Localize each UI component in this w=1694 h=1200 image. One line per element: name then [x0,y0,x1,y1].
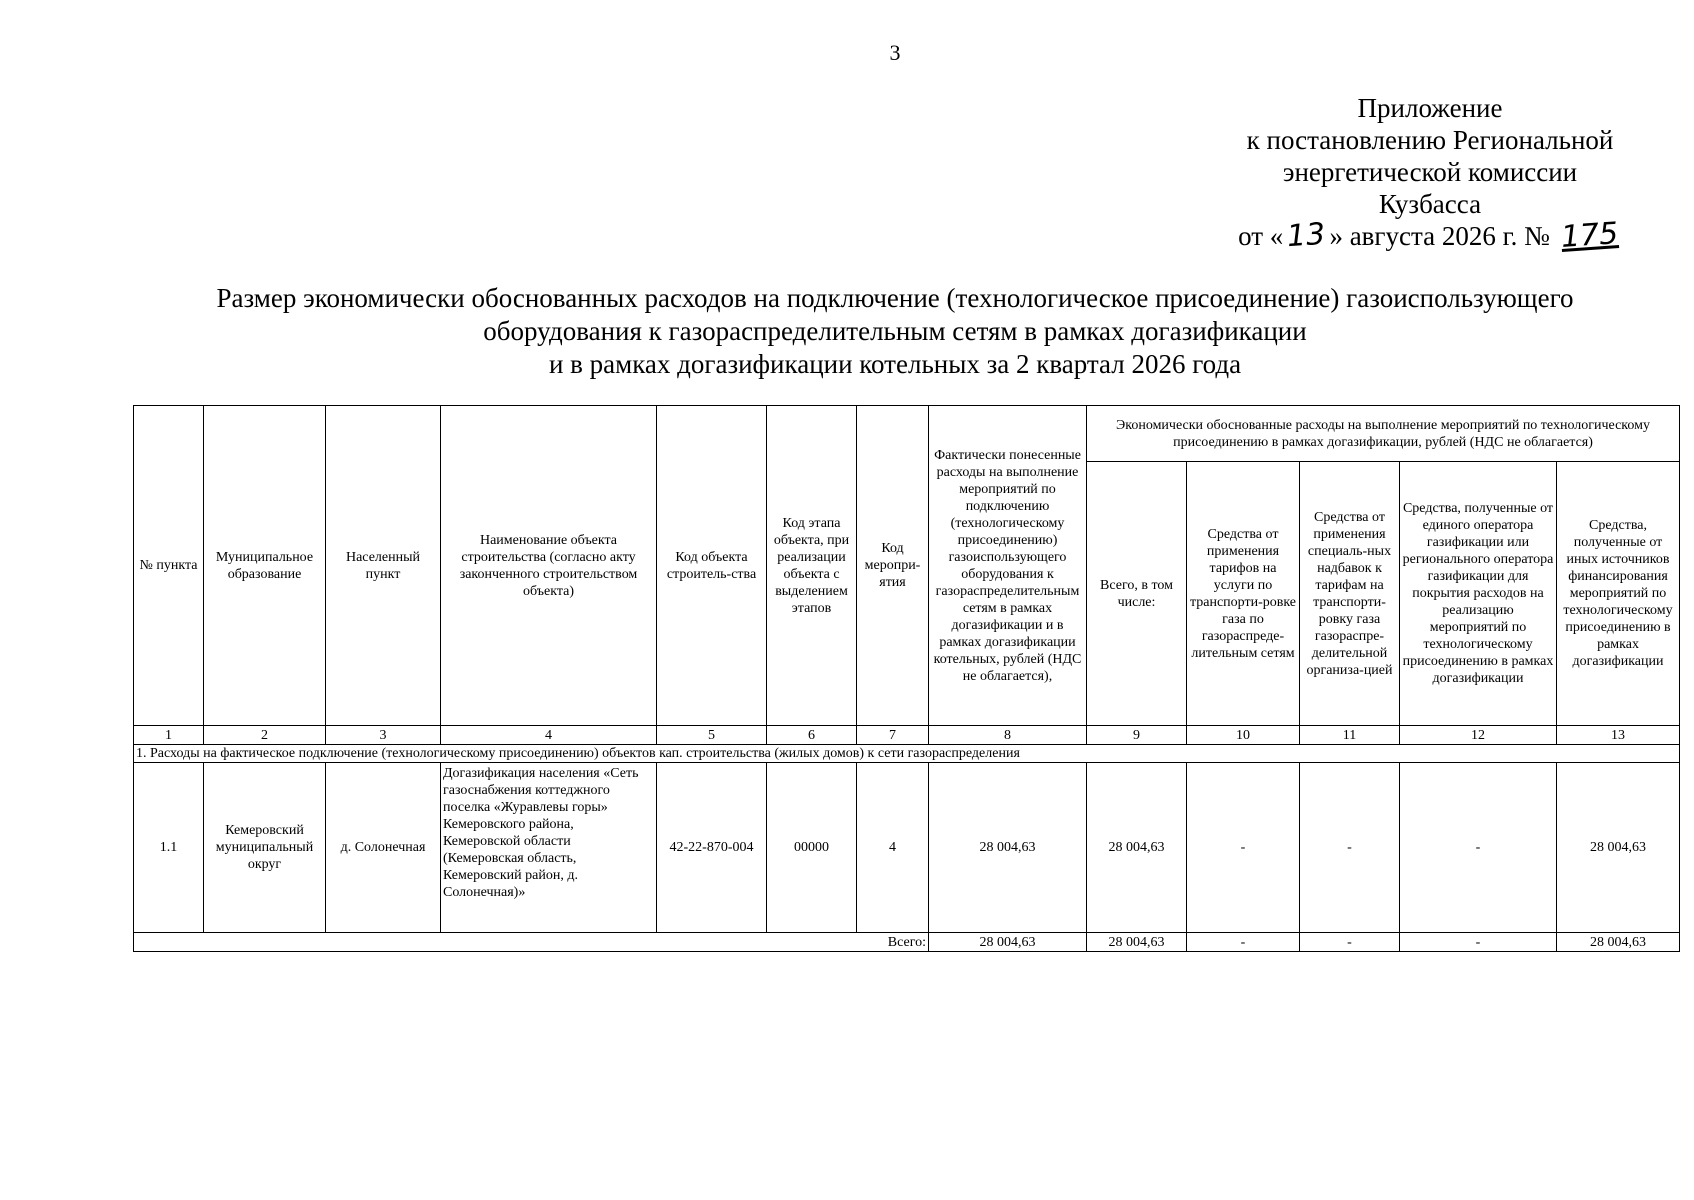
col-number: 9 [1087,726,1187,745]
header-c12: Средства, полученные от единого оператора газификации или регионального оператора газификации для покрытия расходов на реализацию мероприятий по технологическому присоединению в рамках догазификации [1400,462,1557,726]
row-municipality: Кемеровский муниципальный округ [204,763,326,933]
appendix-line-2: к постановлению Региональной [1246,125,1614,155]
totals-operator: - [1400,933,1557,952]
totals-actual-costs: 28 004,63 [929,933,1087,952]
header-c3: Населенный пункт [326,406,441,726]
header-c11: Средства от применения специаль-ных надбавок к тарифам на транспорти-ровку газа газораспре-делительной организа-цией [1300,462,1400,726]
col-number: 3 [326,726,441,745]
totals-total: 28 004,63 [1087,933,1187,952]
col-number: 1 [134,726,204,745]
totals-row [134,933,1680,952]
date-middle: » августа 2026 г. № [1329,221,1550,251]
header-c8: Фактически понесенные расходы на выполнение мероприятий по подключению (технологическому присоединению) газоиспользующего оборудования к газораспределительным сетям в рамках догазификации и в рамках догазификации котельных, рублей (НДС не облагается), [929,406,1087,726]
appendix-date-line [1180,216,1680,255]
appendix-line-3: энергетической комиссии [1282,157,1578,187]
header-c2: Муниципальное образование [204,406,326,726]
header-row-1 [134,406,1680,462]
col-number: 13 [1557,726,1680,745]
handwritten-doc-number: 175 [1559,216,1620,255]
row-object-name: Догазификация населения «Сеть газоснабжения коттеджного поселка «Журавлевы горы» Кемеровского района, Кемеровской области (Кемеровская область, Кемеровский район, д. Солонечная)» [441,763,657,933]
date-prefix: от « [1238,221,1284,251]
title-line-2: оборудования к газораспределительным сетям в рамках догазификации [483,316,1307,346]
col-number: 4 [441,726,657,745]
header-c1: № пункта [134,406,204,726]
row-operator: - [1400,763,1557,933]
col-number: 7 [857,726,929,745]
row-measure-code: 4 [857,763,929,933]
column-numbers-row [134,726,1680,745]
costs-table [133,405,1680,952]
title-line-3: и в рамках догазификации котельных за 2 квартал 2026 года [548,349,1242,379]
col-number: 11 [1300,726,1400,745]
appendix-block [1180,92,1680,255]
row-surcharges: - [1300,763,1400,933]
header-c6: Код этапа объекта, при реализации объекта с выделением этапов [767,406,857,726]
totals-surcharges: - [1300,933,1400,952]
totals-label: Всего: [134,933,929,952]
row-stage-code: 00000 [767,763,857,933]
header-c5: Код объекта строитель-ства [657,406,767,726]
header-c13: Средства, полученные от иных источников финансирования мероприятий по технологическому присоединению в рамках догазификации [1557,462,1680,726]
handwritten-day: 13 [1286,216,1327,255]
header-c4: Наименование объекта строительства (согласно акту законченного строительством объекта) [441,406,657,726]
table-row [134,763,1680,933]
header-c9: Всего, в том числе: [1087,462,1187,726]
header-c10: Средства от применения тарифов на услуги по транспорти-ровке газа по газораспреде-лительным сетям [1187,462,1300,726]
appendix-line-4: Кузбасса [1378,189,1482,219]
section-title: 1. Расходы на фактическое подключение (технологическому присоединению) объектов кап. строительства (жилых домов) к сети газораспределения [134,745,1680,763]
row-object-code: 42-22-870-004 [657,763,767,933]
col-number: 8 [929,726,1087,745]
document-title [150,282,1640,381]
section-row [134,745,1680,763]
row-actual-costs: 28 004,63 [929,763,1087,933]
col-number: 5 [657,726,767,745]
row-num: 1.1 [134,763,204,933]
row-total: 28 004,63 [1087,763,1187,933]
header-group: Экономически обоснованные расходы на выполнение мероприятий по технологическому присоединению в рамках догазификации, рублей (НДС не облагается) [1087,406,1680,462]
col-number: 10 [1187,726,1300,745]
row-settlement: д. Солонечная [326,763,441,933]
totals-other: 28 004,63 [1557,933,1680,952]
row-tariffs: - [1187,763,1300,933]
appendix-line-1: Приложение [1357,93,1503,123]
page-number: 3 [889,40,901,65]
header-c7: Код меропри-ятия [857,406,929,726]
col-number: 2 [204,726,326,745]
title-line-1: Размер экономически обоснованных расходов на подключение (технологическое присоединение) газоиспользующего [216,283,1574,313]
col-number: 12 [1400,726,1557,745]
row-other: 28 004,63 [1557,763,1680,933]
col-number: 6 [767,726,857,745]
totals-tariffs: - [1187,933,1300,952]
